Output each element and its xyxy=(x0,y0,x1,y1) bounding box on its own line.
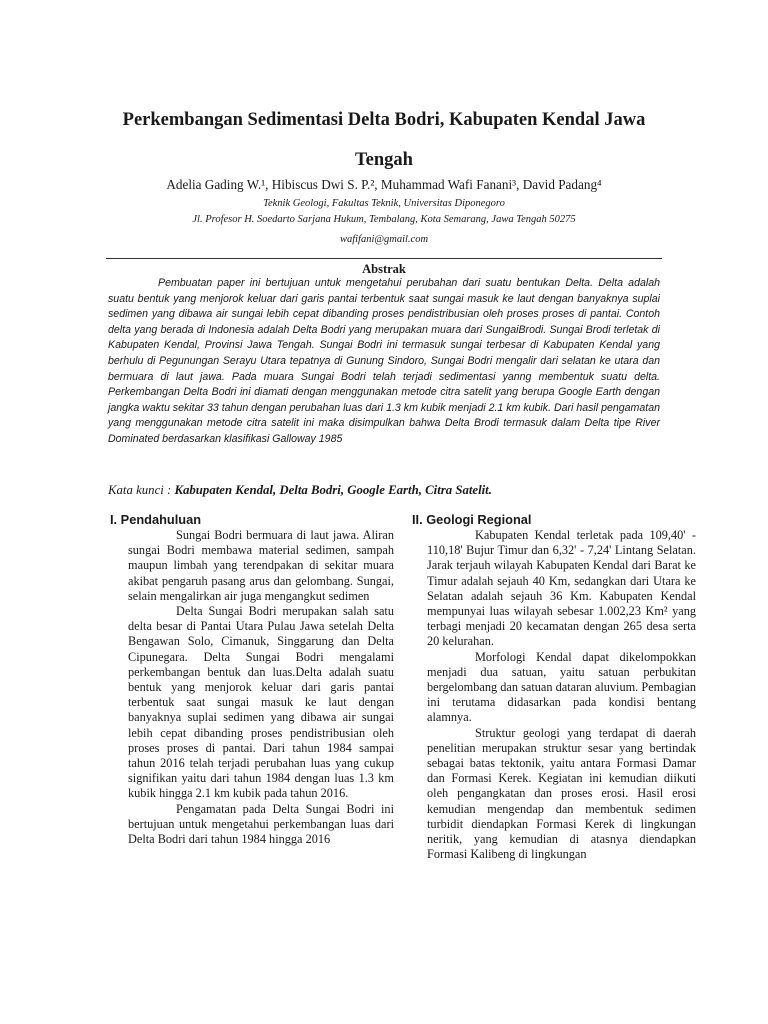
separator-rule xyxy=(106,258,662,259)
keywords-label: Kata kunci : xyxy=(108,483,172,497)
section-heading-geologi-regional: II. Geologi Regional xyxy=(412,512,532,527)
contact-email: wafifani@gmail.com xyxy=(339,234,429,245)
affiliation xyxy=(100,196,668,228)
author-list: Adelia Gading W.¹, Hibiscus Dwi S. P.², Muhammad Wafi Fanani³, David Padang⁴ xyxy=(166,177,602,192)
paragraph: Morfologi Kendal dapat dikelompokkan menjadi dua satuan, yaitu satuan perbukitan bergelombang dan satuan dataran aluvium. Pembagian ini terutama didasarkan pada kondisi bentang alamnya. xyxy=(427,649,696,725)
affiliation-line-2: Jl. Profesor H. Soedarto Sarjana Hukum, Tembalang, Kota Semarang, Jawa Tengah 50275 xyxy=(192,214,576,225)
column-left xyxy=(108,512,394,847)
paper-title: Perkembangan Sedimentasi Delta Bodri, Kabupaten Kendal Jawa Tengah xyxy=(122,110,646,170)
column-right xyxy=(412,512,696,862)
keywords-value: Kabupaten Kendal, Delta Bodri, Google Earth, Citra Satelit. xyxy=(174,483,492,497)
paragraph: Pengamatan pada Delta Sungai Bodri ini bertujuan untuk mengetahui perkembangan luas dari Delta Bodri dari tahun 1984 hingga 2016 xyxy=(128,801,394,847)
affiliation-line-1: Teknik Geologi, Fakultas Teknik, Universitas Diponegoro xyxy=(263,198,505,209)
paragraph: Kabupaten Kendal terletak pada 109,40' - 110,18' Bujur Timur dan 6,32' - 7,24' Lintang Selatan. Jarak terjauh wilayah Kabupaten Kendal dari Barat ke Timur adalah sejauh 40 Km, sedangkan dari Utara ke Selatan adalah sejauh 36 Km. Kabupaten Kendal mempunyai luas wilayah sebesar 1.002,23 Km² yang terbagi menjadi 20 kecamatan dengan 265 desa serta 20 kelurahan. xyxy=(427,528,696,649)
abstract-body: Pembuatan paper ini bertujuan untuk mengetahui perubahan dari suatu bentukan Delta. Delta adalah suatu bentuk yang menjorok keluar dari garis pantai terbentuk saat sungai masuk ke laut dengan banyaknya suplai sedimen yang dibawa air sungai lebih cepat dibanding proses pendistribusian oleh proses proses di pantai. Contoh delta yang berada di Indonesia adalah Delta Bodri yang merupakan muara dari SungaiBrodi. Sungai Brodi terletak di Kabupaten Kendal, Provinsi Jawa Tengah. Sungai Bodri ini termasuk sungai terbesar di Kabupaten Kendal yang berhulu di Pegunungan Serayu Utara tepatnya di Gunung Sindoro, Sungai Bodri mengalir dari selatan ke utara dan bermuara di laut jawa. Pada muara Sungai Bodri telah terjadi sedimentasi yanng membentuk suatu delta. Perkembangan Delta Bodri ini diamati dengan menggunakan metode citra satelit yang berupa Google Earth dengan jangka waktu sekitar 33 tahun dengan perubahan luas dari 1.3 km kubik menjadi 2.1 km kubik. Dari hasil pengamatan yang menggunakan metode citra satelit ini maka disimpulkan bahwa Delta Brodi termasuk dalam Delta tipe River Dominated berdasarkan klasifikasi Galloway 1985 xyxy=(108,277,660,445)
paragraph: Delta Sungai Bodri merupakan salah satu delta besar di Pantai Utara Pulau Jawa setelah Delta Bengawan Solo, Cimanuk, Singgarung dan Delta Cipunegara. Delta Sungai Bodri mengalami perkembangan bentuk dan luas.Delta adalah suatu bentuk yang menjorok keluar dari garis pantai terbentuk saat sungai masuk ke laut dengan banyaknya suplai sedimen yang dibawa air sungai lebih cepat dibanding proses pendistribusian oleh proses proses di pantai. Dari tahun 1984 sampai tahun 2016 telah terjadi perubahan luas yang cukup signifikan yaitu dari tahun 1984 dengan luas 1.3 km kubik hingga 2.1 km kubik pada tahun 2016. xyxy=(128,604,394,801)
abstract-heading: Abstrak xyxy=(362,262,406,276)
paragraph: Struktur geologi yang terdapat di daerah penelitian merupakan struktur sesar yang bertindak sebagai batas tektonik, yaitu antara Formasi Damar dan Formasi Kerek. Kegiatan ini kemudian diikuti oleh pengangkatan dan proses erosi. Hasil erosi kemudian mengendap dan membentuk sedimen turbidit diendapkan Formasi Kerek di lingkungan neritik, yang kemudian di atasnya diendapkan Formasi Kalibeng di lingkungan xyxy=(427,725,696,862)
paragraph: Sungai Bodri bermuara di laut jawa. Aliran sungai Bodri membawa material sedimen, sampah maupun limbah yang terendpakan di sekitar muara akibat pengaruh pasang arus dan gelombang. Sungai, selain mengalirkan air juga mengangkut sedimen xyxy=(128,528,394,603)
section-heading-pendahuluan: I. Pendahuluan xyxy=(110,512,202,527)
keywords xyxy=(108,482,660,498)
